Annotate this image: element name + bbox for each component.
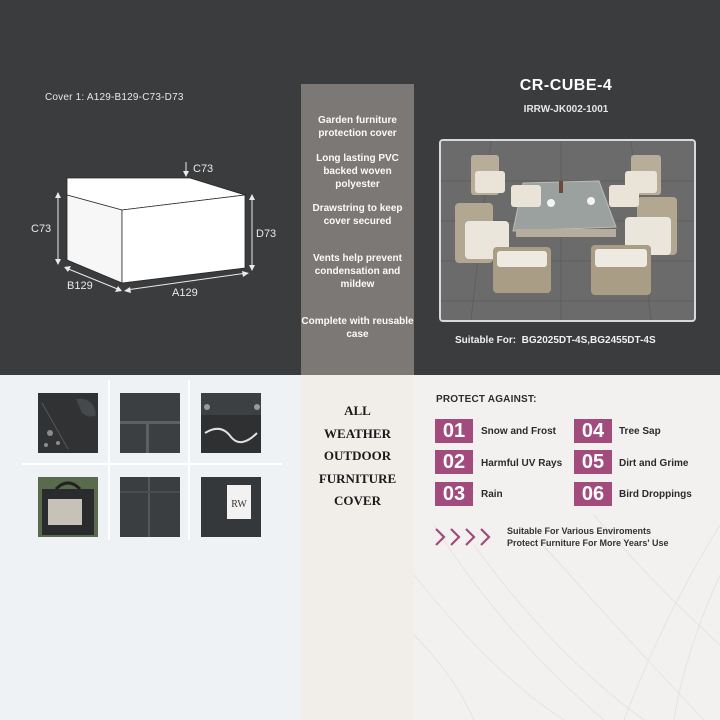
badge-line: ALL — [344, 403, 371, 418]
protect-number-badge: 01 — [435, 419, 473, 443]
dimension-c-top: C73 — [193, 163, 214, 175]
dimension-d: D73 — [256, 228, 277, 240]
badge-line: WEATHER — [324, 425, 391, 441]
protect-item-label: Tree Sap — [619, 426, 661, 437]
dimension-a: A129 — [172, 287, 198, 299]
thumbnail-brand-label — [201, 477, 261, 537]
protect-number-badge: 06 — [574, 482, 612, 506]
cover-dimensions-title: Cover 1: A129-B129-C73-D73 — [45, 92, 184, 103]
protect-against-title: PROTECT AGAINST: — [436, 394, 537, 405]
tagline-environments: Suitable For Various Enviroments — [507, 526, 652, 536]
feature-drawstring: Drawstring to keep cover secured — [312, 203, 403, 227]
dimension-c-left: C73 — [31, 223, 52, 235]
grid-divider — [188, 380, 190, 540]
feature-protection-cover: Garden furniture protection cover — [318, 115, 397, 139]
protect-item-label: Harmful UV Rays — [481, 458, 563, 469]
feature-reusable-case: Complete with reusable case — [301, 316, 414, 340]
feature-vents: Vents help prevent condensation and mildew — [313, 253, 402, 290]
grid-divider — [22, 463, 282, 465]
brand-logo-text: RW — [231, 499, 247, 510]
tagline-more-years: Protect Furniture For More Years' Use — [507, 538, 669, 548]
protect-item-label: Bird Droppings — [619, 489, 692, 500]
chevron-arrows-icon — [434, 527, 498, 547]
thumbnail-storage-bag — [38, 477, 98, 537]
grid-divider — [108, 380, 110, 540]
protect-number-badge: 02 — [435, 450, 473, 474]
protect-number-badge: 04 — [574, 419, 612, 443]
badge-line: FURNITURE — [318, 470, 397, 486]
protect-number-badge: 05 — [574, 450, 612, 474]
thumbnail-vent-detail — [38, 393, 98, 453]
model-name: CR-CUBE-4 — [519, 77, 613, 94]
thumbnail-cover-side — [120, 477, 180, 537]
furniture-set-illustration — [441, 141, 694, 320]
badge-line: OUTDOOR — [323, 448, 392, 463]
protect-item-label: Rain — [481, 489, 503, 500]
feature-pvc-backed: Long lasting PVC backed woven polyester — [316, 153, 399, 190]
protect-item-label: Snow and Frost — [481, 426, 556, 437]
dimension-b: B129 — [67, 280, 93, 292]
suitable-for-models: Suitable For: BG2025DT-4S,BG2455DT-4S — [455, 335, 656, 346]
badge-line: COVER — [334, 493, 381, 508]
model-code: IRRW-JK002-1001 — [523, 104, 609, 115]
product-photo — [439, 139, 696, 322]
protect-item-label: Dirt and Grime — [619, 458, 689, 469]
thumbnail-fabric-seam — [120, 393, 180, 453]
thumbnail-drawstring — [201, 393, 261, 453]
protect-number-badge: 03 — [435, 482, 473, 506]
all-weather-badge — [301, 400, 414, 513]
